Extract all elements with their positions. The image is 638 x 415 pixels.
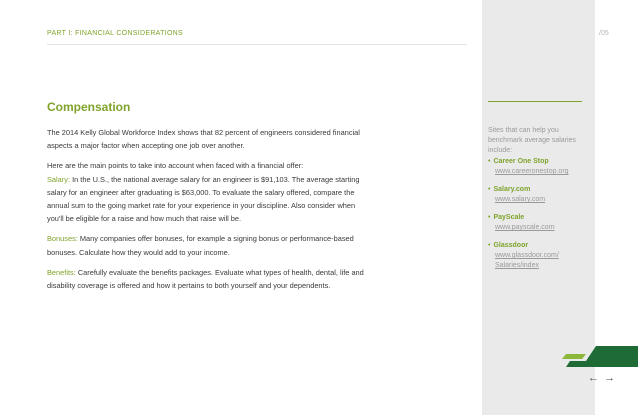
sidebar-divider xyxy=(488,101,582,102)
paragraph-text: Carefully evaluate the benefits packages. Evaluate what types of health, dental, life and disability coverage is offered and how it pertains to both yourself and your dependents. xyxy=(47,267,364,291)
resource-name: • Glassdoor xyxy=(488,242,529,249)
resource-link-payscale[interactable]: www.payscale.com xyxy=(495,224,555,231)
resource-item-salary-com xyxy=(488,185,593,205)
bullet-icon: • xyxy=(488,186,491,193)
arrow-left-icon[interactable]: ← xyxy=(588,372,599,384)
page-number: /05 xyxy=(599,30,609,37)
body-text xyxy=(47,126,372,299)
sidebar-intro: Sites that can help you benchmark average salaries include: xyxy=(488,127,576,154)
brand-logo-icon xyxy=(560,346,638,368)
salary-lead: Salary: xyxy=(47,174,71,184)
resource-link-career-one-stop[interactable]: www.careeronestop.org xyxy=(495,168,569,175)
salary-paragraph xyxy=(47,173,372,226)
resource-item-glassdoor xyxy=(488,241,593,271)
section-header: PART I: FINANCIAL CONSIDERATIONS xyxy=(47,30,184,37)
resource-list xyxy=(488,157,593,279)
bonuses-paragraph xyxy=(47,232,372,258)
resource-name: • PayScale xyxy=(488,214,525,221)
resource-item-career-one-stop xyxy=(488,157,593,177)
bullet-icon: • xyxy=(488,214,491,221)
arrow-right-icon[interactable]: → xyxy=(604,372,615,384)
resource-name: • Salary.com xyxy=(488,186,531,193)
resource-link-glassdoor[interactable]: www.glassdoor.com/ Salaries/index xyxy=(495,252,559,269)
page-title: Compensation xyxy=(47,100,131,114)
paragraph-text: Here are the main points to take into account when faced with a financial offer: xyxy=(47,161,304,171)
points-intro-paragraph xyxy=(47,159,372,172)
paragraph-text: In the U.S., the national average salary for an engineer is $91,103. The average starting salary for an engineer after graduating is $63,000. To evaluate the salary offered, compare the annual sum to the going market rate for your experience in your discipline. Also consider when you'll be eligible for a raise and how much that raise will be. xyxy=(47,174,360,224)
bonuses-lead: Bonuses: xyxy=(47,234,78,244)
paragraph-text: The 2014 Kelly Global Workforce Index shows that 82 percent of engineers considered financial aspects a major factor when accepting one job over another. xyxy=(47,128,360,151)
bullet-icon: • xyxy=(488,158,491,165)
benefits-lead: Benefits: xyxy=(47,267,76,277)
bullet-icon: • xyxy=(488,242,491,249)
resource-link-salary-com[interactable]: www.salary.com xyxy=(495,196,546,203)
resource-name: • Career One Stop xyxy=(488,158,549,165)
intro-paragraph xyxy=(47,126,372,152)
header-divider xyxy=(47,44,467,45)
benefits-paragraph xyxy=(47,266,372,292)
resource-item-payscale xyxy=(488,213,593,233)
paragraph-text: Many companies offer bonuses, for example a signing bonus or performance-based bonuses. Calculate how they would add to your income. xyxy=(47,234,354,257)
